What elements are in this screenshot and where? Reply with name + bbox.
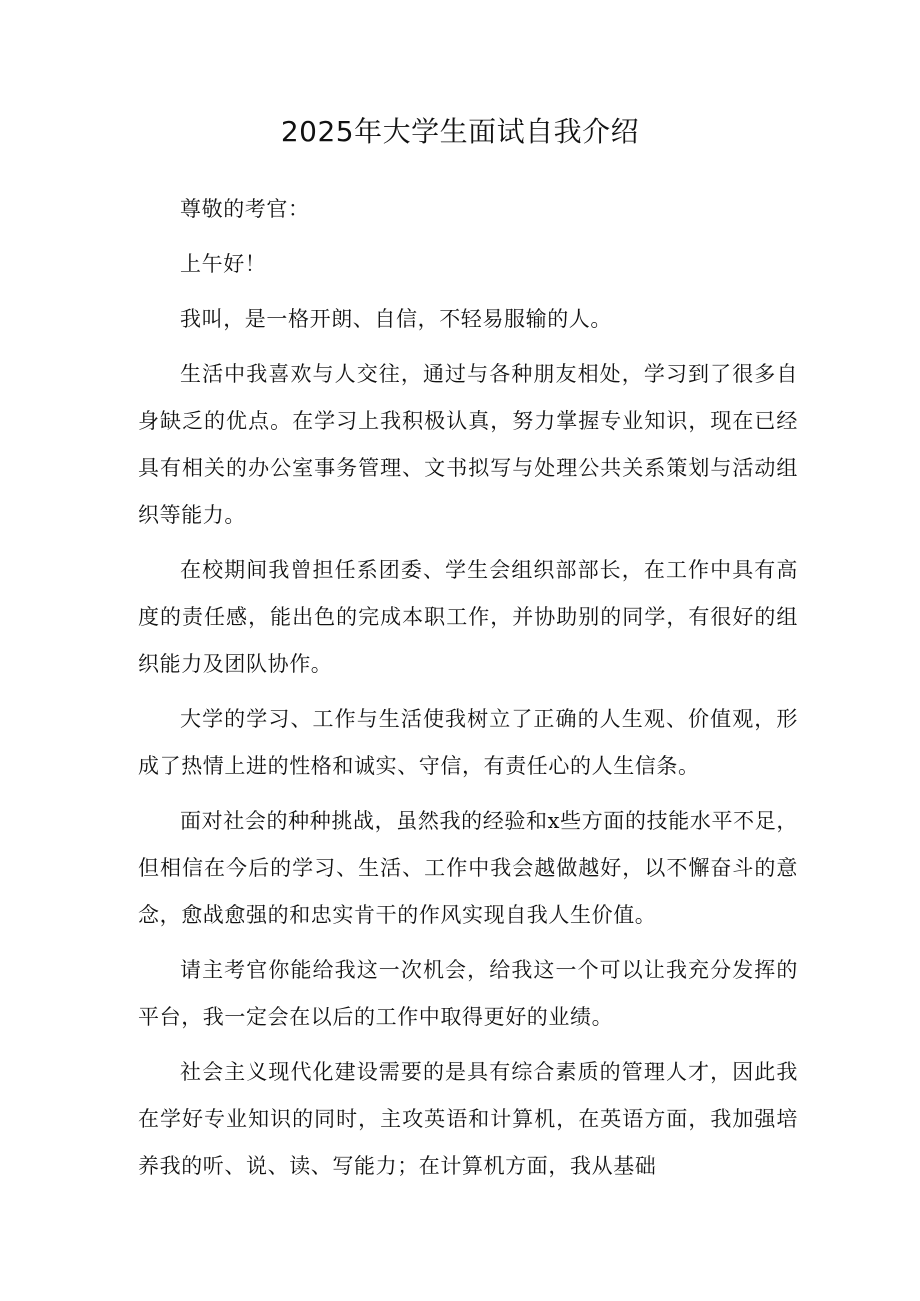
paragraph-challenges: 面对社会的种种挑战，虽然我的经验和x些方面的技能水平不足，但相信在今后的学习、生活、工作中我会越做越好，以不懈奋斗的意念，愈战愈强的和忠实肯干的作风实现自我人生价值。 xyxy=(138,809,798,927)
paragraph-school-roles: 在校期间我曾担任系团委、学生会组织部部长，在工作中具有高度的责任感，能出色的完成本职工作，并协助别的同学，有很好的组织能力及团队协作。 xyxy=(138,558,798,676)
salutation: 尊敬的考官： xyxy=(180,197,310,221)
paragraph-values: 大学的学习、工作与生活使我树立了正确的人生观、价值观，形成了热情上进的性格和诚实、守信，有责任心的人生信条。 xyxy=(138,707,798,778)
paragraph-life: 生活中我喜欢与人交往，通过与各种朋友相处，学习到了很多自身缺乏的优点。在学习上我积极认真，努力掌握专业知识，现在已经具有相关的办公室事务管理、文书拟写与处理公共关系策划与活动组织等能力。 xyxy=(138,362,798,527)
document-body xyxy=(138,186,798,1198)
greeting: 上午好！ xyxy=(180,252,267,276)
document-title: 2025年大学生面试自我介绍 xyxy=(280,115,640,148)
paragraph-intro: 我叫，是一格开朗、自信，不轻易服输的人。 xyxy=(180,307,612,331)
paragraph-request: 请主考官你能给我这一次机会，给我这一个可以让我充分发挥的平台，我一定会在以后的工作中取得更好的业绩。 xyxy=(138,958,798,1029)
paragraph-skills: 社会主义现代化建设需要的是具有综合素质的管理人才，因此我在学好专业知识的同时，主攻英语和计算机，在英语方面，我加强培养我的听、说、读、写能力；在计算机方面，我从基础 xyxy=(138,1060,798,1178)
